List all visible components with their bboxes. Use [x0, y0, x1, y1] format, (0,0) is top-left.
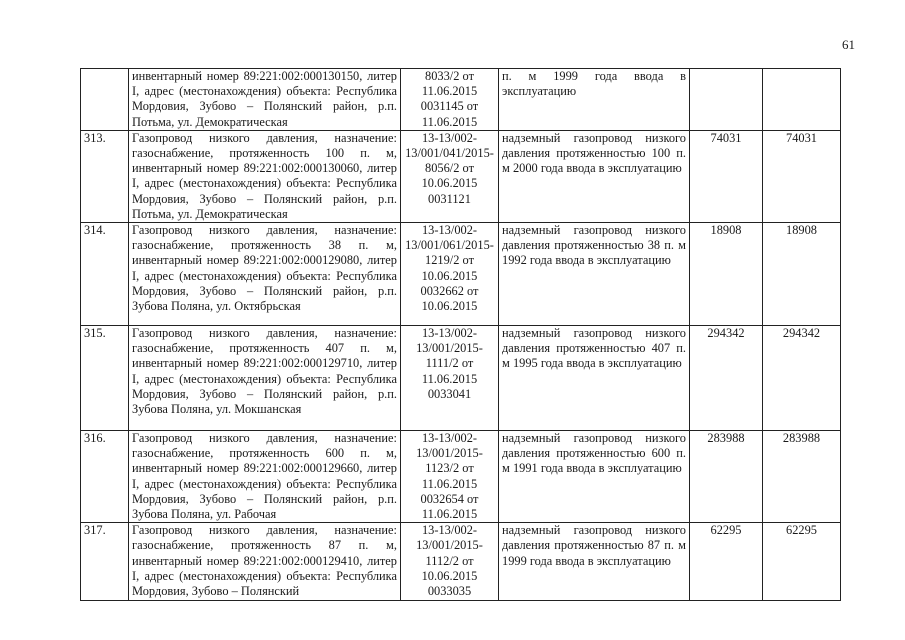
registration-record — [401, 523, 499, 601]
object-description: Газопровод низкого давления, назначение: газоснабжение, протяженность 600 п. м, инвентарный номер 89:221:002:000129660, литер I, адрес (местонахождения) объекта: Республика Мордовия, Зубово – Полянский район, р.п. Зубова Поляна, ул. Рабочая — [129, 431, 401, 523]
object-details: надземный газопровод низкого давления протяженностью 38 п. м 1992 года ввода в эксплуатацию — [499, 223, 690, 326]
registration-record — [401, 69, 499, 131]
row-number: 317. — [81, 523, 129, 601]
value-cell-1: 74031 — [690, 130, 763, 222]
object-details: надземный газопровод низкого давления протяженностью 600 п. м 1991 года ввода в эксплуатацию — [499, 431, 690, 523]
registration-line: 11.06.2015 — [421, 114, 478, 129]
object-details: надземный газопровод низкого давления протяженностью 87 п. м 1999 года ввода в эксплуатацию — [499, 523, 690, 601]
registration-line: 0033035 — [427, 584, 472, 599]
registration-line: 10.06.2015 — [421, 176, 478, 191]
table-row — [81, 69, 841, 131]
value-cell-2 — [763, 69, 841, 131]
registration-line: 13/001/041/2015- — [405, 146, 494, 161]
registration-line: 11.06.2015 — [421, 371, 478, 386]
registration-line: 13/001/2015- — [416, 341, 483, 356]
registration-line: 1111/2 от — [425, 356, 474, 371]
registration-line: 13-13/002- — [421, 223, 478, 238]
value-cell-2: 74031 — [763, 130, 841, 222]
object-description: Газопровод низкого давления, назначение: газоснабжение, протяженность 100 п. м, инвентарный номер 89:221:002:000130060, литер I, адрес (местонахождения) объекта: Республика Мордовия, Зубово – Полянский район, р.п. Потьма, ул. Демократическая — [129, 130, 401, 222]
registration-line: 0032654 от — [420, 491, 479, 506]
page-number: 61 — [842, 37, 855, 52]
row-number: 313. — [81, 130, 129, 222]
value-cell-1: 62295 — [690, 523, 763, 601]
object-details: п. м 1999 года ввода в эксплуатацию — [499, 69, 690, 131]
registration-line: 1112/2 от — [425, 553, 474, 568]
table-row — [81, 130, 841, 222]
table-row — [81, 431, 841, 523]
value-cell-1: 294342 — [690, 326, 763, 431]
row-number: 316. — [81, 431, 129, 523]
registration-line: 11.06.2015 — [421, 476, 478, 491]
registration-line: 0033041 — [427, 386, 472, 401]
registration-record — [401, 130, 499, 222]
object-description: инвентарный номер 89:221:002:000130150, литер I, адрес (местонахождения) объекта: Республика Мордовия, Зубово – Полянский район, р.п. Потьма, ул. Демократическая — [129, 69, 401, 131]
table-row — [81, 223, 841, 326]
registration-line: 10.06.2015 — [421, 568, 478, 583]
value-cell-2: 18908 — [763, 223, 841, 326]
registration-record — [401, 431, 499, 523]
registration-line: 10.06.2015 — [421, 299, 478, 314]
registration-line: 0031121 — [428, 191, 471, 206]
object-description: Газопровод низкого давления, назначение: газоснабжение, протяженность 87 п. м, инвентарный номер 89:221:002:000129410, литер I, адрес (местонахождения) объекта: Республика Мордовия, Зубово – Полянский — [129, 523, 401, 601]
registration-line: 13/001/2015- — [416, 446, 483, 461]
object-details: надземный газопровод низкого давления протяженностью 100 п. м 2000 года ввода в эксплуатацию — [499, 130, 690, 222]
registration-line: 13-13/002- — [421, 130, 478, 145]
value-cell-2: 283988 — [763, 431, 841, 523]
object-description: Газопровод низкого давления, назначение: газоснабжение, протяженность 407 п. м, инвентарный номер 89:221:002:000129710, литер I, адрес (местонахождения) объекта: Республика Мордовия, Зубово – Полянский район, р.п. Зубова Поляна, ул. Мокшанская — [129, 326, 401, 431]
property-registry-table — [80, 68, 841, 601]
registration-line: 0031145 от — [420, 99, 479, 114]
value-cell-1: 283988 — [690, 431, 763, 523]
row-number: 315. — [81, 326, 129, 431]
registration-line: 1123/2 от — [425, 461, 474, 476]
registration-line: 13-13/002- — [421, 431, 478, 446]
registration-line: 1219/2 от — [425, 253, 474, 268]
registration-line: 0032662 от — [420, 283, 479, 298]
registration-line: 13-13/002- — [421, 523, 478, 538]
registration-line: 13-13/002- — [421, 326, 478, 341]
registration-record — [401, 326, 499, 431]
registration-line: 10.06.2015 — [421, 268, 478, 283]
table-row — [81, 523, 841, 601]
registration-line: 13/001/061/2015- — [405, 238, 494, 253]
registration-line: 8056/2 от — [425, 161, 474, 176]
value-cell-2: 294342 — [763, 326, 841, 431]
row-number: 314. — [81, 223, 129, 326]
registration-record — [401, 223, 499, 326]
row-number — [81, 69, 129, 131]
registration-line: 8033/2 от — [425, 69, 474, 83]
registration-line: 13/001/2015- — [416, 538, 483, 553]
object-details: надземный газопровод низкого давления протяженностью 407 п. м 1995 года ввода в эксплуатацию — [499, 326, 690, 431]
registration-line: 11.06.2015 — [421, 507, 478, 522]
table-row — [81, 326, 841, 431]
value-cell-1 — [690, 69, 763, 131]
registration-line: 11.06.2015 — [421, 84, 478, 99]
object-description: Газопровод низкого давления, назначение: газоснабжение, протяженность 38 п. м, инвентарный номер 89:221:002:000129080, литер I, адрес (местонахождения) объекта: Республика Мордовия, Зубово – Полянский район, р.п. Зубова Поляна, ул. Октябрьская — [129, 223, 401, 326]
value-cell-2: 62295 — [763, 523, 841, 601]
value-cell-1: 18908 — [690, 223, 763, 326]
